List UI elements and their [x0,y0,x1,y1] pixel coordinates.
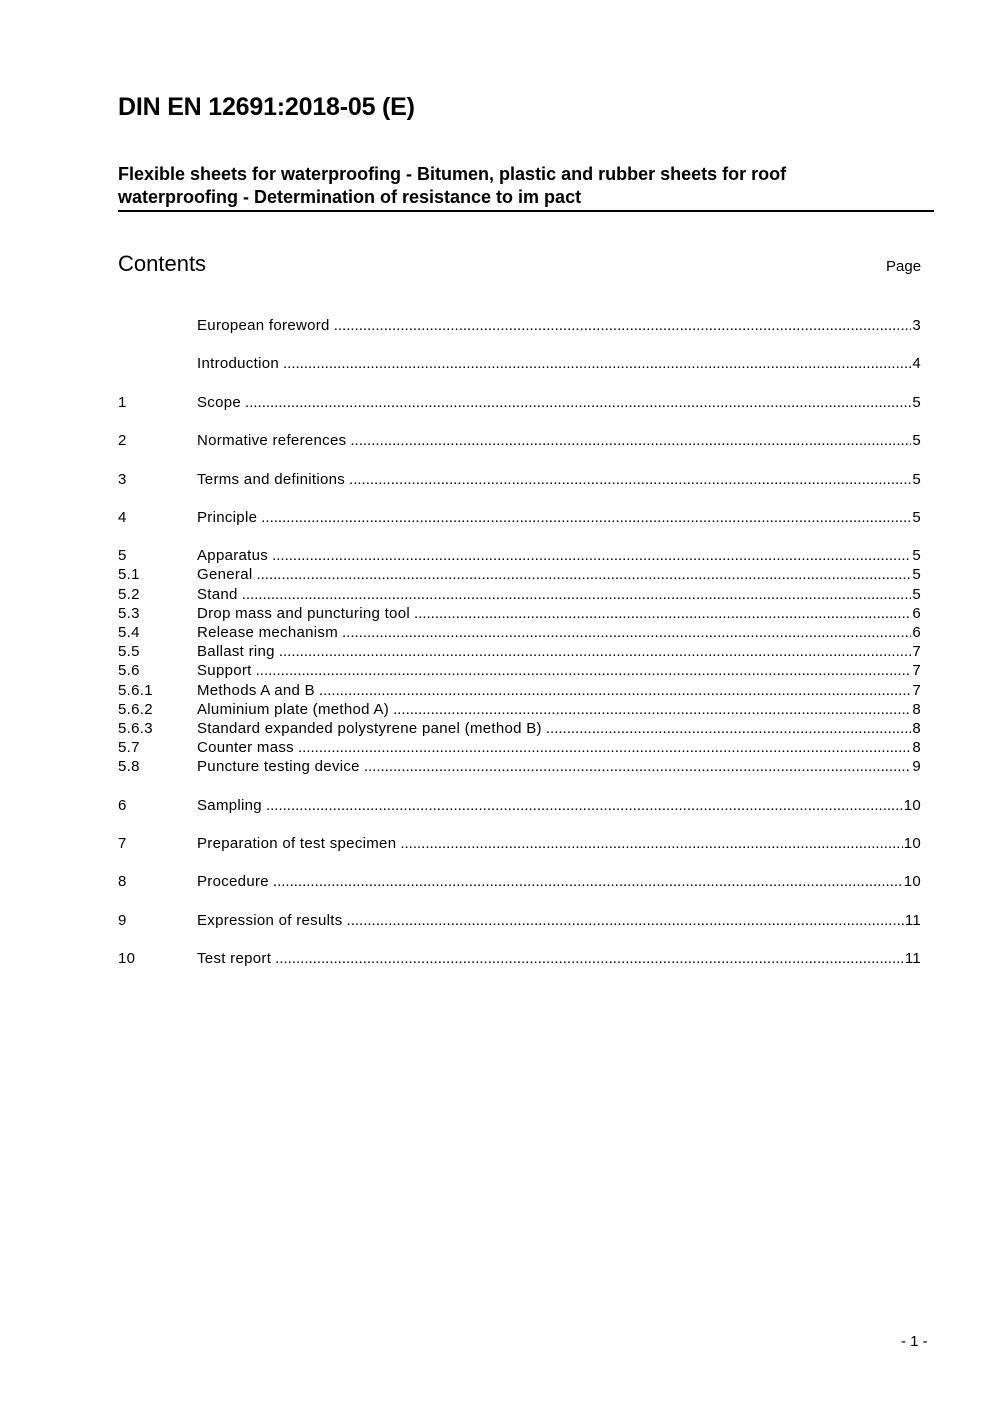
toc-entry-title: Methods A and B [197,681,315,699]
toc-entry-page: 5 [912,470,921,488]
toc-entry-page: 5 [912,432,921,450]
toc-entry-title: Drop mass and puncturing tool [197,604,410,622]
toc-entry-title: Normative references [197,432,347,450]
toc-dot-leader [298,738,911,757]
toc-entry-number: 2 [118,432,127,450]
toc-entry-page: 4 [912,355,921,373]
toc-entry-number: 7 [118,835,127,853]
toc-entry-preparation-of-test-specimen[interactable] [118,834,921,853]
toc-dot-leader [245,393,911,412]
toc-entry-number: 5.2 [118,585,140,603]
toc-entry-title: Stand [197,585,238,603]
toc-entry-number: 4 [118,508,127,526]
toc-entry-page: 10 [903,873,921,891]
toc-entry-title: European foreword [197,317,330,334]
toc-entry-number: 5.6.3 [118,719,153,737]
toc-entry-page: 9 [912,758,921,776]
toc-entry-page: 3 [912,317,921,334]
toc-entry-number: 5.6.1 [118,681,153,699]
toc-entry-introduction[interactable] [118,354,921,373]
toc-entry-number: 5.6 [118,662,140,680]
toc-entry-page: 7 [912,643,921,661]
toc-entry-number: 5 [118,547,127,565]
toc-dot-leader [393,700,911,719]
toc-entry-number: 8 [118,873,127,891]
toc-dot-leader [342,623,911,642]
toc-entry-counter-mass[interactable] [118,738,921,757]
toc-entry-title: Apparatus [197,547,269,565]
table-of-contents [118,316,921,968]
toc-dot-leader [266,796,903,815]
toc-entry-page: 11 [904,950,921,968]
toc-dot-leader [546,719,911,738]
toc-dot-leader [272,546,911,565]
toc-entry-stand[interactable] [118,585,921,604]
toc-entry-terms-and-definitions[interactable] [118,470,921,489]
toc-entry-title: Procedure [197,873,269,891]
toc-entry-number: 5.5 [118,643,140,661]
toc-entry-european-foreword[interactable] [118,316,921,335]
toc-entry-normative-references[interactable] [118,431,921,450]
toc-entry-expression-of-results[interactable] [118,911,921,930]
toc-entry-number: 5.6.2 [118,700,153,718]
toc-entry-page: 5 [912,585,921,603]
toc-entry-page: 5 [912,547,921,565]
toc-dot-leader [261,508,911,527]
toc-entry-number: 6 [118,796,127,814]
toc-dot-leader [319,681,911,700]
toc-entry-puncture-testing-device[interactable] [118,757,921,776]
toc-entry-title: Release mechanism [197,624,338,641]
page-column-heading: Page [886,258,922,275]
toc-dot-leader [349,470,911,489]
toc-entry-test-report[interactable] [118,949,921,968]
document-title-line-1: Flexible sheets for waterproofing - Bitumen, plastic and rubber sheets for roof [118,164,787,184]
toc-entry-support[interactable] [118,661,921,680]
toc-entry-page: 11 [904,911,921,929]
toc-dot-leader [400,834,902,853]
toc-dot-leader [364,757,912,776]
toc-entry-scope[interactable] [118,393,921,412]
toc-entry-number: 3 [118,470,127,488]
toc-entry-title: Aluminium plate (method A) [197,700,390,718]
toc-entry-title: Support [197,662,252,680]
toc-entry-number: 5.8 [118,758,140,776]
toc-entry-drop-mass-and-puncturing-tool[interactable] [118,604,921,623]
toc-entry-page: 7 [912,681,921,699]
toc-dot-leader [242,585,912,604]
toc-entry-title: Expression of results [197,911,343,929]
toc-entry-title: Counter mass [197,739,294,757]
toc-entry-page: 8 [912,719,921,737]
toc-entry-general[interactable] [118,565,921,584]
toc-entry-procedure[interactable] [118,872,921,891]
toc-entry-title: Test report [197,950,272,968]
document-id: DIN EN 12691:2018-05 (E) [118,93,415,121]
toc-dot-leader [334,316,912,335]
toc-entry-sampling[interactable] [118,796,921,815]
toc-entry-page: 8 [912,739,921,757]
toc-entry-number: 1 [118,393,127,411]
toc-dot-leader [414,604,911,623]
toc-entry-number: 9 [118,911,127,929]
toc-entry-number: 5.7 [118,739,140,757]
toc-dot-leader [347,911,904,930]
toc-entry-title: Terms and definitions [197,470,346,488]
toc-dot-leader [256,661,912,680]
toc-entry-title: Principle [197,508,258,526]
toc-entry-page: 10 [903,835,921,853]
toc-entry-principle[interactable] [118,508,921,527]
toc-dot-leader [279,642,912,661]
toc-entry-page: 5 [912,566,921,584]
toc-entry-standard-expanded-polystyrene-panel[interactable] [118,719,921,738]
toc-entry-page: 8 [912,700,921,718]
toc-entry-title: Sampling [197,796,262,814]
toc-entry-number: 10 [118,950,136,968]
toc-entry-title: Introduction [197,355,279,373]
footer-page-number: - 1 - [901,1333,928,1350]
toc-entry-title: Preparation of test specimen [197,835,397,853]
toc-entry-title: Ballast ring [197,643,275,661]
toc-entry-release-mechanism[interactable] [118,623,921,642]
toc-entry-number: 5.3 [118,604,140,622]
toc-entry-page: 10 [903,796,921,814]
toc-entry-methods-a-and-b[interactable] [118,681,921,700]
toc-entry-page: 5 [912,393,921,411]
toc-entry-number: 5.1 [118,566,140,584]
contents-heading: Contents [118,251,207,276]
document-title-line-2: waterproofing - Determination of resistance to im pact [118,187,582,207]
toc-dot-leader [275,949,904,968]
toc-dot-leader [283,354,911,373]
toc-dot-leader [350,431,911,450]
toc-entry-page: 5 [912,508,921,526]
toc-entry-title: Puncture testing device [197,758,360,776]
toc-entry-number: 5.4 [118,624,140,641]
document-title [118,163,934,212]
toc-entry-ballast-ring[interactable] [118,642,921,661]
toc-entry-title: Standard expanded polystyrene panel (method B) [197,719,542,737]
toc-entry-aluminium-plate[interactable] [118,700,921,719]
toc-dot-leader [256,565,911,584]
toc-entry-apparatus[interactable] [118,546,921,565]
toc-entry-page: 7 [912,662,921,680]
toc-entry-page: 6 [912,624,921,641]
toc-dot-leader [273,872,903,891]
toc-entry-title: General [197,566,253,584]
toc-entry-page: 6 [912,604,921,622]
toc-entry-title: Scope [197,393,242,411]
